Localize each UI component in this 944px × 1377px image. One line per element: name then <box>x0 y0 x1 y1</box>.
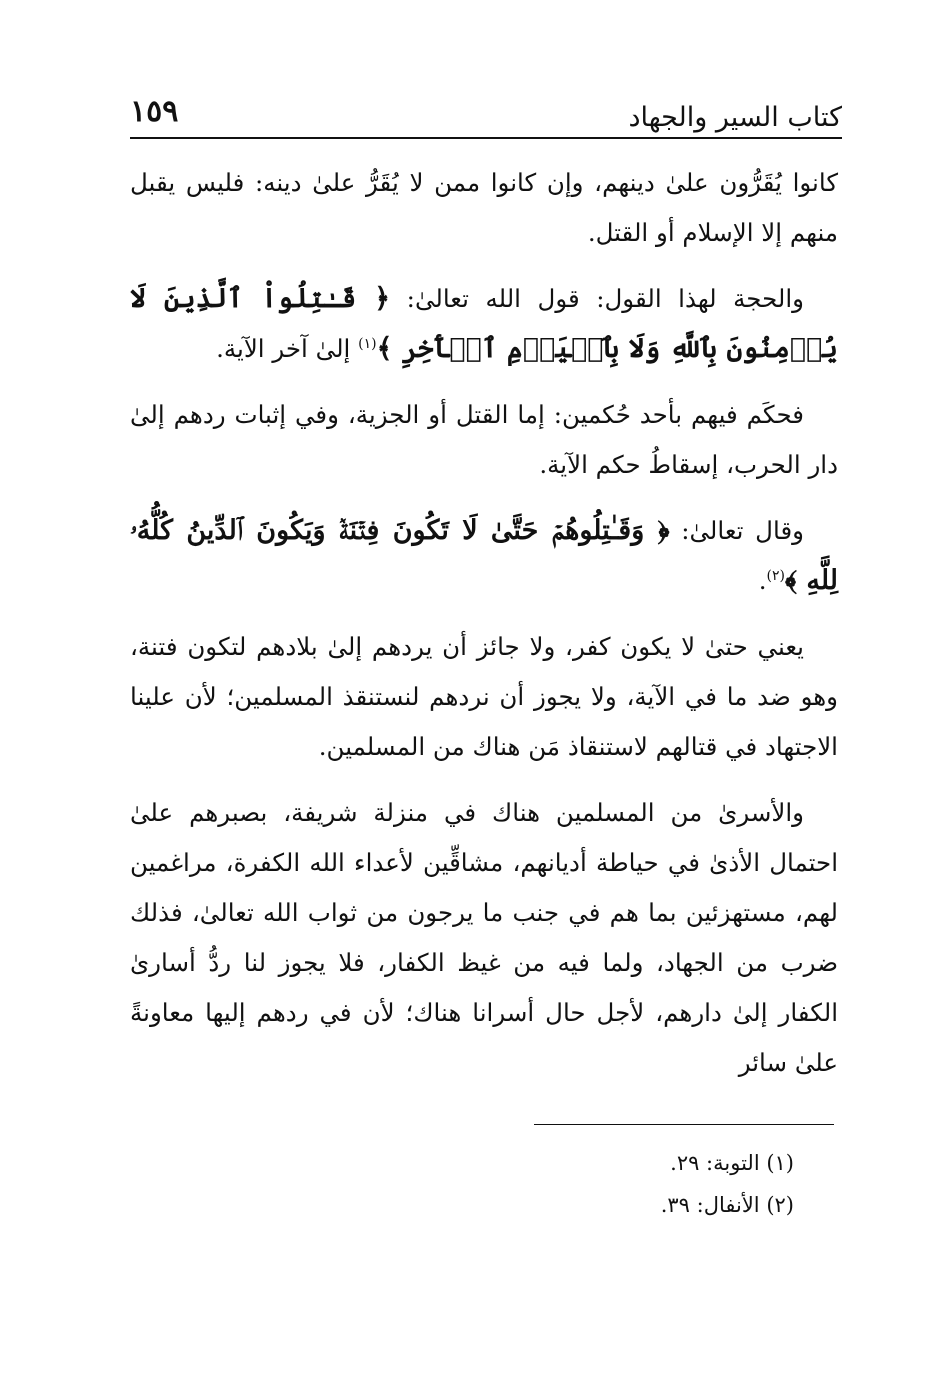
running-header <box>130 92 842 142</box>
paragraph-5 <box>130 622 838 772</box>
paragraph-text: فحكَم فيهم بأحد حُكمين: إما القتل أو الجزية، وفي إثبات ردهم إلىٰ دار الحرب، إسقاطُ حكم الآية. <box>130 400 838 479</box>
paragraph-3 <box>130 390 838 490</box>
footnote-divider <box>534 1124 834 1125</box>
paragraph-text: إلىٰ آخر الآية. <box>216 334 359 363</box>
paragraph-1 <box>130 158 838 258</box>
footnote-2: (٢) الأنفال: ٣٩. <box>660 1193 794 1217</box>
footnote-ref-2: (٢) <box>766 567 785 584</box>
paragraph-text: وقال تعالىٰ: <box>669 516 804 545</box>
paragraph-2 <box>130 274 838 374</box>
header-divider <box>130 137 842 139</box>
book-title: كتاب السير والجهاد <box>628 102 842 133</box>
quran-verse: ﴿ قَـٰتِلُواْ ٱلَّذِينَ لَا يُؤۡمِنُونَ بِٱللَّهِ وَلَا بِٱلۡيَوۡمِ ٱلۡأٓخِرِ ﴾ <box>130 283 838 364</box>
footnotes <box>394 1142 794 1226</box>
page-number: ١٥٩ <box>130 94 179 129</box>
footnote-1: (١) التوبة: ٢٩. <box>670 1151 794 1175</box>
paragraph-6 <box>130 788 838 1088</box>
footnote-ref-1: (١) <box>358 335 377 352</box>
paragraph-text: كانوا يُقَرُّون علىٰ دينهم، وإن كانوا ممن لا يُقَرُّ علىٰ دينه: فليس يقبل منهم إلا الإسلام أو القتل. <box>130 168 838 247</box>
quran-verse: ﴿ وَقَـٰتِلُوهُمۡ حَتَّىٰ لَا تَكُونَ فِتۡنَةٞ وَيَكُونَ ٱلدِّينُ كُلُّهُۥ لِلَّهِ ﴾ <box>130 515 838 596</box>
paragraph-text: والأسرىٰ من المسلمين هناك في منزلة شريفة، بصبرهم علىٰ احتمال الأذىٰ في حياطة أديانهم، مشاقِّين لأعداء الله الكفرة، مراغمين لهم، مستهزئين بما هم في جنب ما يرجون من ثواب الله تعالىٰ، فذلك ضرب من الجهاد، ولما فيه من غيظ الكفار، فلا يجوز لنا ردُّ أسارىٰ الكفار إلىٰ دارهم، لأجل حال أسرانا هناك؛ لأن في ردهم إليها معاونةً علىٰ سائر <box>130 798 838 1077</box>
main-text <box>130 158 838 1104</box>
paragraph-4 <box>130 506 838 606</box>
paragraph-text: . <box>758 566 767 595</box>
paragraph-text: والحجة لهذا القول: قول الله تعالىٰ: <box>390 284 804 313</box>
paragraph-text: يعني حتىٰ لا يكون كفر، ولا جائز أن يردهم إلىٰ بلادهم لتكون فتنة، وهو ضد ما في الآية، ولا يجوز أن نردهم لنستنقذ المسلمين؛ لأن علينا الاجتهاد في قتالهم لاستنقاذ مَن هناك من المسلمين. <box>130 632 838 761</box>
